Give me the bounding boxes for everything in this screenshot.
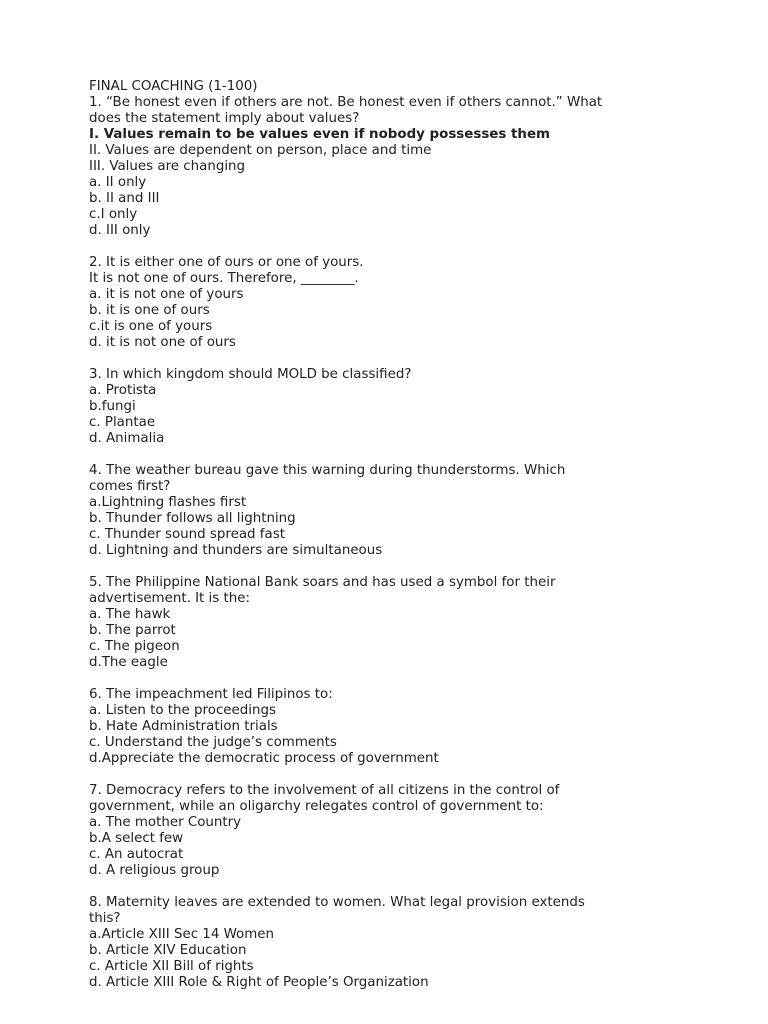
answer-choice: b. Hate Administration trials <box>89 719 278 734</box>
answer-choice: c.I only <box>89 207 138 222</box>
answer-choice: c. Understand the judge’s comments <box>89 735 337 750</box>
answer-choice: d.The eagle <box>89 655 168 670</box>
question-text: It is not one of ours. Therefore, ________. <box>89 271 359 286</box>
answer-choice: d. A religious group <box>89 863 220 878</box>
question-1 <box>89 95 729 239</box>
answer-choice: c. An autocrat <box>89 847 184 862</box>
answer-choice: d. it is not one of ours <box>89 335 236 350</box>
question-text: 2. It is either one of ours or one of yours. <box>89 255 364 270</box>
question-text: 7. Democracy refers to the involvement of all citizens in the control of <box>89 783 560 798</box>
answer-choice: a. it is not one of yours <box>89 287 244 302</box>
answer-choice: b.A select few <box>89 831 184 846</box>
question-text: comes first? <box>89 479 171 494</box>
answer-choice: b.fungi <box>89 399 136 414</box>
answer-choice: c. Article XII Bill of rights <box>89 959 254 974</box>
answer-choice: b. Article XIV Education <box>89 943 247 958</box>
answer-choice: b. II and III <box>89 191 160 206</box>
question-text: 3. In which kingdom should MOLD be classified? <box>89 367 412 382</box>
question-text: 6. The impeachment led Filipinos to: <box>89 687 333 702</box>
answer-choice: d. Animalia <box>89 431 165 446</box>
answer-choice: d. Article XIII Role & Right of People’s Organization <box>89 975 429 990</box>
question-text: 5. The Philippine National Bank soars and has used a symbol for their <box>89 575 556 590</box>
question-8 <box>89 895 729 991</box>
answer-choice: c. Plantae <box>89 415 156 430</box>
question-3 <box>89 367 729 447</box>
statement-option: I. Values remain to be values even if nobody possesses them <box>89 127 550 142</box>
answer-choice: a.Lightning flashes first <box>89 495 247 510</box>
question-text: 1. “Be honest even if others are not. Be honest even if others cannot.” What <box>89 95 603 110</box>
answer-choice: b. it is one of ours <box>89 303 210 318</box>
answer-choice: c. The pigeon <box>89 639 180 654</box>
answer-choice: d. Lightning and thunders are simultaneous <box>89 543 383 558</box>
answer-choice: a.Article XIII Sec 14 Women <box>89 927 275 942</box>
question-text: this? <box>89 911 121 926</box>
answer-choice: b. The parrot <box>89 623 176 638</box>
answer-choice: c. Thunder sound spread fast <box>89 527 285 542</box>
question-text: does the statement imply about values? <box>89 111 360 126</box>
document-title: FINAL COACHING (1-100) <box>89 79 258 94</box>
answer-choice: a. The mother Country <box>89 815 242 830</box>
question-text: 8. Maternity leaves are extended to women. What legal provision extends <box>89 895 585 910</box>
question-2 <box>89 255 729 351</box>
question-5 <box>89 575 729 671</box>
answer-choice: a. The hawk <box>89 607 171 622</box>
question-6 <box>89 687 729 767</box>
answer-choice: c.it is one of yours <box>89 319 213 334</box>
question-text: advertisement. It is the: <box>89 591 250 606</box>
answer-choice: a. Listen to the proceedings <box>89 703 276 718</box>
question-7 <box>89 783 729 879</box>
question-4 <box>89 463 729 559</box>
question-text: 4. The weather bureau gave this warning during thunderstorms. Which <box>89 463 566 478</box>
document-page <box>89 79 729 1007</box>
question-text: government, while an oligarchy relegates control of government to: <box>89 799 544 814</box>
answer-choice: a. Protista <box>89 383 157 398</box>
answer-choice: d. III only <box>89 223 151 238</box>
answer-choice: d.Appreciate the democratic process of government <box>89 751 439 766</box>
answer-choice: b. Thunder follows all lightning <box>89 511 296 526</box>
statement-option: III. Values are changing <box>89 159 246 174</box>
answer-choice: a. II only <box>89 175 147 190</box>
statement-option: II. Values are dependent on person, place and time <box>89 143 432 158</box>
